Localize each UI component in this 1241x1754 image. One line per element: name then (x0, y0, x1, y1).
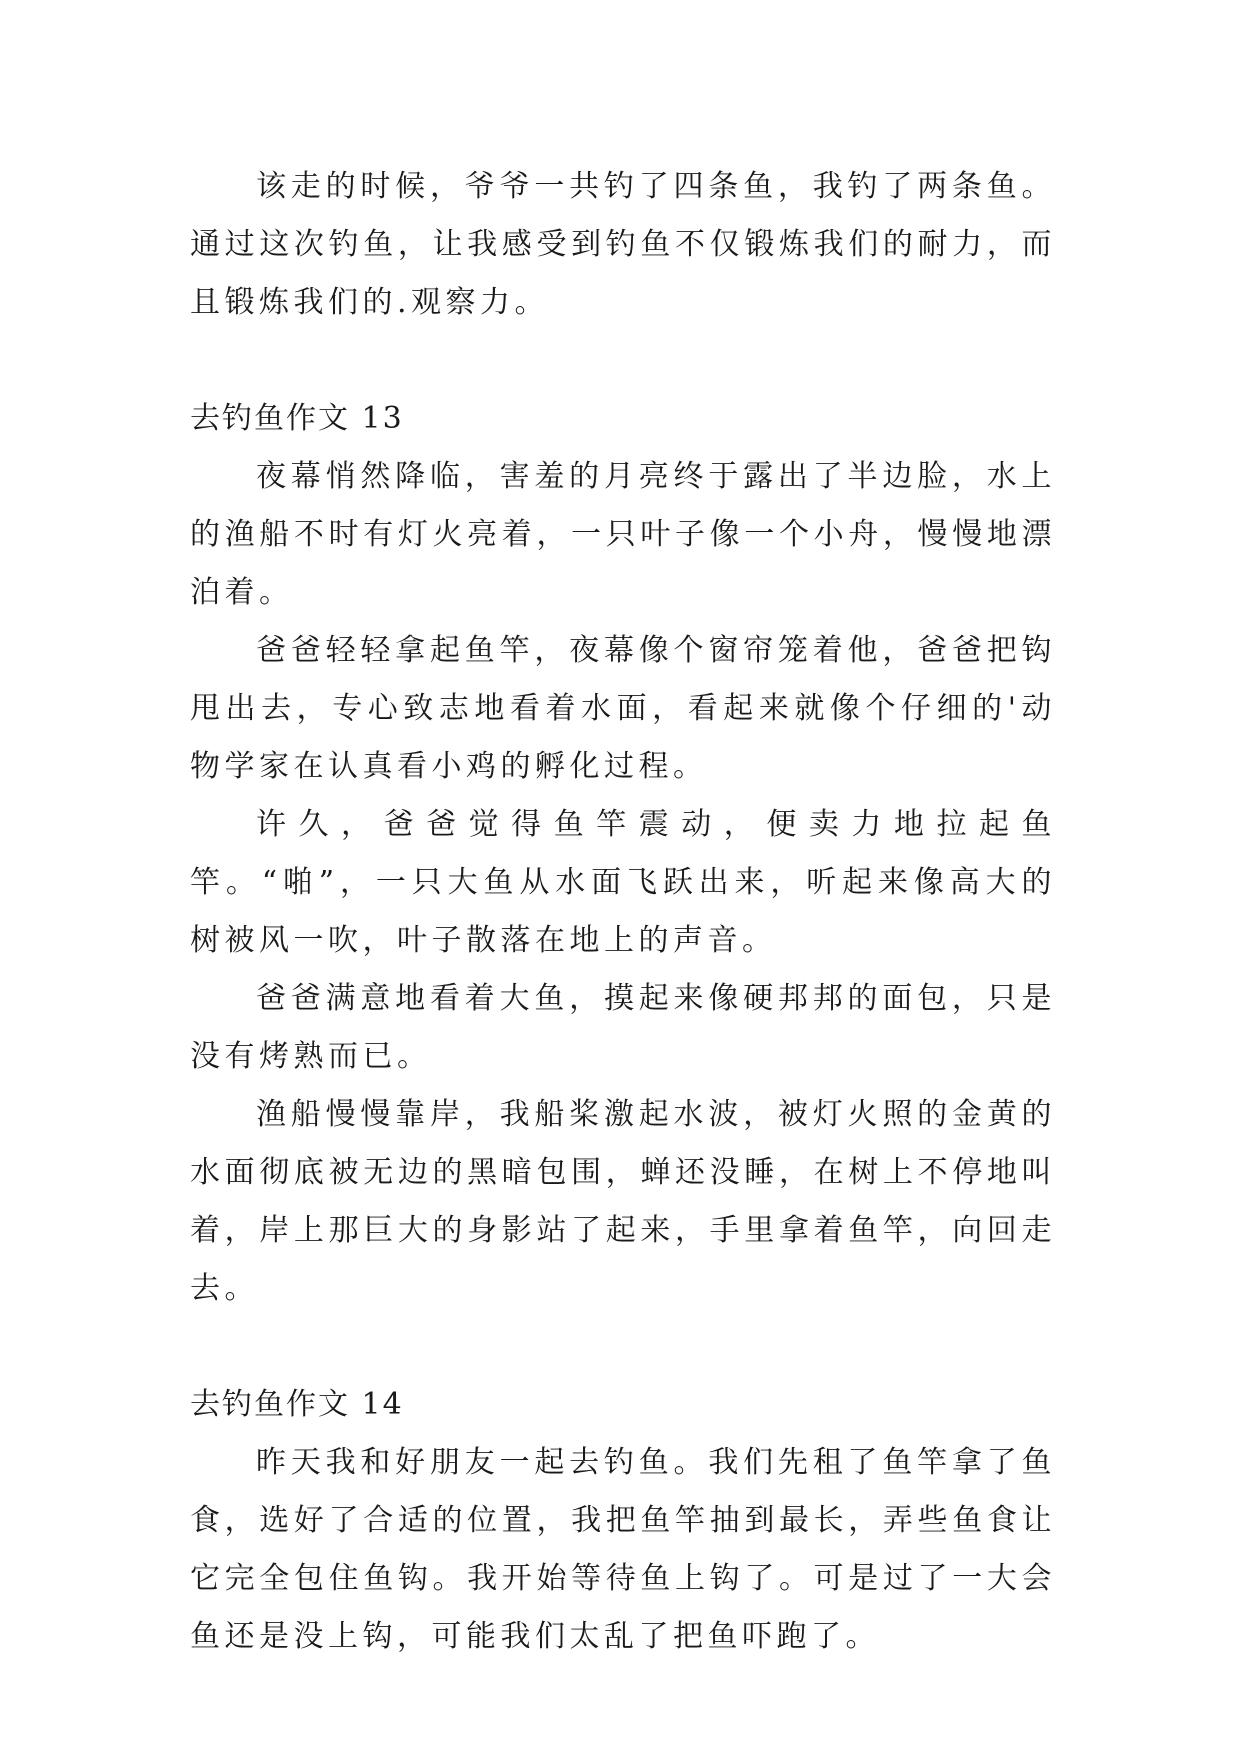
essay-13-paragraph-1: 夜幕悄然降临，害羞的月亮终于露出了半边脸，水上的渔船不时有灯火亮着，一只叶子像一个小舟，慢慢地漂泊着。 (190, 459, 1056, 610)
intro-paragraph: 该走的时候，爷爷一共钓了四条鱼，我钓了两条鱼。通过这次钓鱼，让我感受到钓鱼不仅锻炼我们的耐力，而且锻炼我们的.观察力。 (190, 169, 1056, 320)
essay-13-paragraph-5: 渔船慢慢靠岸，我船桨激起水波，被灯火照的金黄的水面彻底被无边的黑暗包围，蝉还没睡，在树上不停地叫着，岸上那巨大的身影站了起来，手里拿着鱼竿，向回走去。 (190, 1097, 1056, 1306)
essay-14-paragraph-1: 昨天我和好朋友一起去钓鱼。我们先租了鱼竿拿了鱼食，选好了合适的位置，我把鱼竿抽到最长，弄些鱼食让它完全包住鱼钩。我开始等待鱼上钩了。可是过了一大会鱼还是没上钩，可能我们太乱了把鱼吓跑了。 (190, 1445, 1056, 1654)
essay-13-paragraph-3: 许久，爸爸觉得鱼竿震动，便卖力地拉起鱼竿。“啪”，一只大鱼从水面飞跃出来，听起来像高大的树被风一吹，叶子散落在地上的声音。 (190, 807, 1056, 958)
essay-13-title: 去钓鱼作文 13 (190, 401, 404, 436)
essay-13-paragraph-2: 爸爸轻轻拿起鱼竿，夜幕像个窗帘笼着他，爸爸把钩甩出去，专心致志地看着水面，看起来就像个仔细的'动物学家在认真看小鸡的孵化过程。 (190, 633, 1056, 784)
section-spacer (190, 1318, 1056, 1376)
document-body (190, 158, 1056, 1666)
essay-14-title: 去钓鱼作文 14 (190, 1387, 404, 1422)
essay-13-paragraph-4: 爸爸满意地看着大鱼，摸起来像硬邦邦的面包，只是没有烤熟而已。 (190, 981, 1056, 1074)
section-spacer (190, 332, 1056, 390)
